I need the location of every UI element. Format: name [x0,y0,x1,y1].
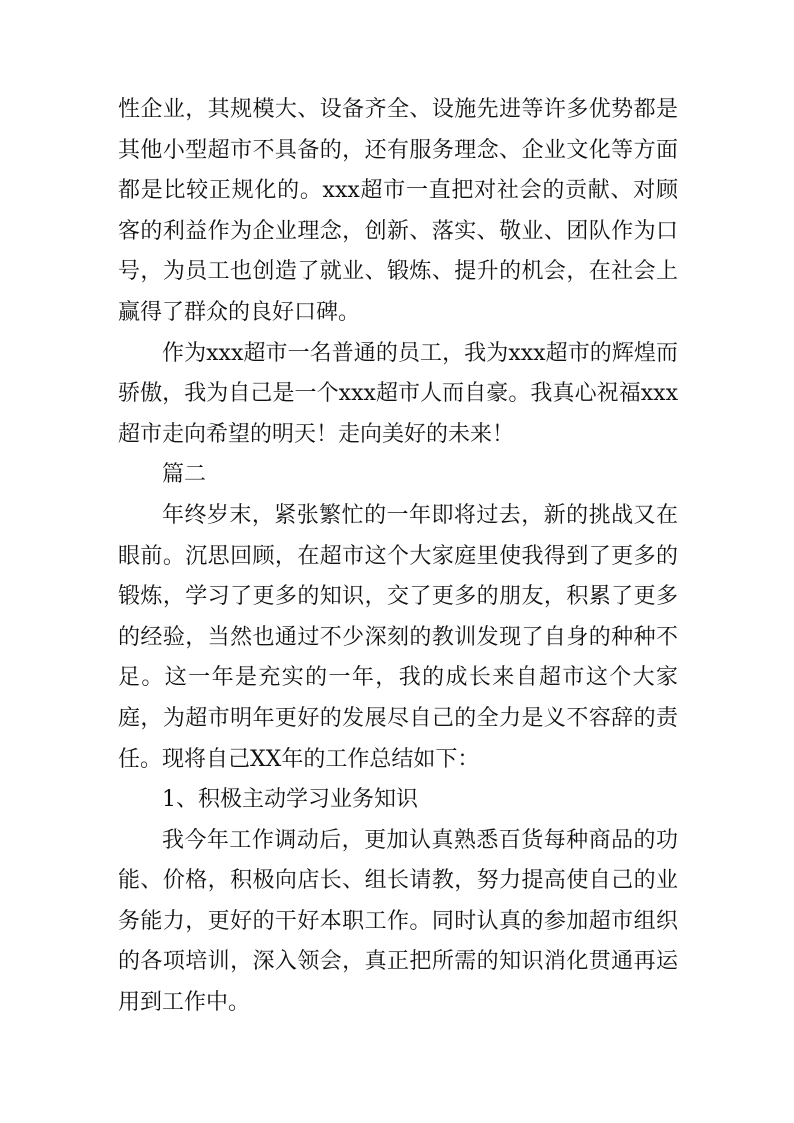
paragraph-employee-pride: 作为xxx超市一名普通的员工，我为xxx超市的辉煌而骄傲，我为自己是一个xxx超市人而自豪。我真心祝福xxx超市走向希望的明天！走向美好的未来！ [118,340,678,447]
paragraph-continuation: 性企业，其规模大、设备齐全、设施先进等许多优势都是其他小型超市不具备的，还有服务理念、企业文化等方面都是比较正规化的。xxx超市一直把对社会的贡献、对顾客的利益作为企业理念，创新、落实、敬业、团队作为口号，为员工也创造了就业、锻炼、提升的机会，在社会上赢得了群众的良好口碑。 [118,97,678,325]
paragraph-year-end-review: 年终岁末，紧张繁忙的一年即将过去，新的挑战又在眼前。沉思回顾，在超市这个大家庭里使我得到了更多的锻炼，学习了更多的知识，交了更多的朋友，积累了更多的经验，当然也通过不少深刻的教训发现了自身的种种不足。这一年是充实的一年，我的成长来自超市这个大家庭，为超市明年更好的发展尽自己的全力是义不容辞的责任。现将自己XX年的工作总结如下： [118,502,678,772]
paragraph-learning-details: 我今年工作调动后，更加认真熟悉百货每种商品的功能、价格，积极向店长、组长请教，努力提高使自己的业务能力，更好的干好本职工作。同时认真的参加超市组织的各项培训，深入领会，真正把所需的知识消化贯通再运用到工作中。 [118,827,678,1016]
list-heading-learning: 1、积极主动学习业务知识 [162,787,418,813]
section-heading-part-two: 篇二 [162,462,207,488]
document-body [118,90,678,1024]
